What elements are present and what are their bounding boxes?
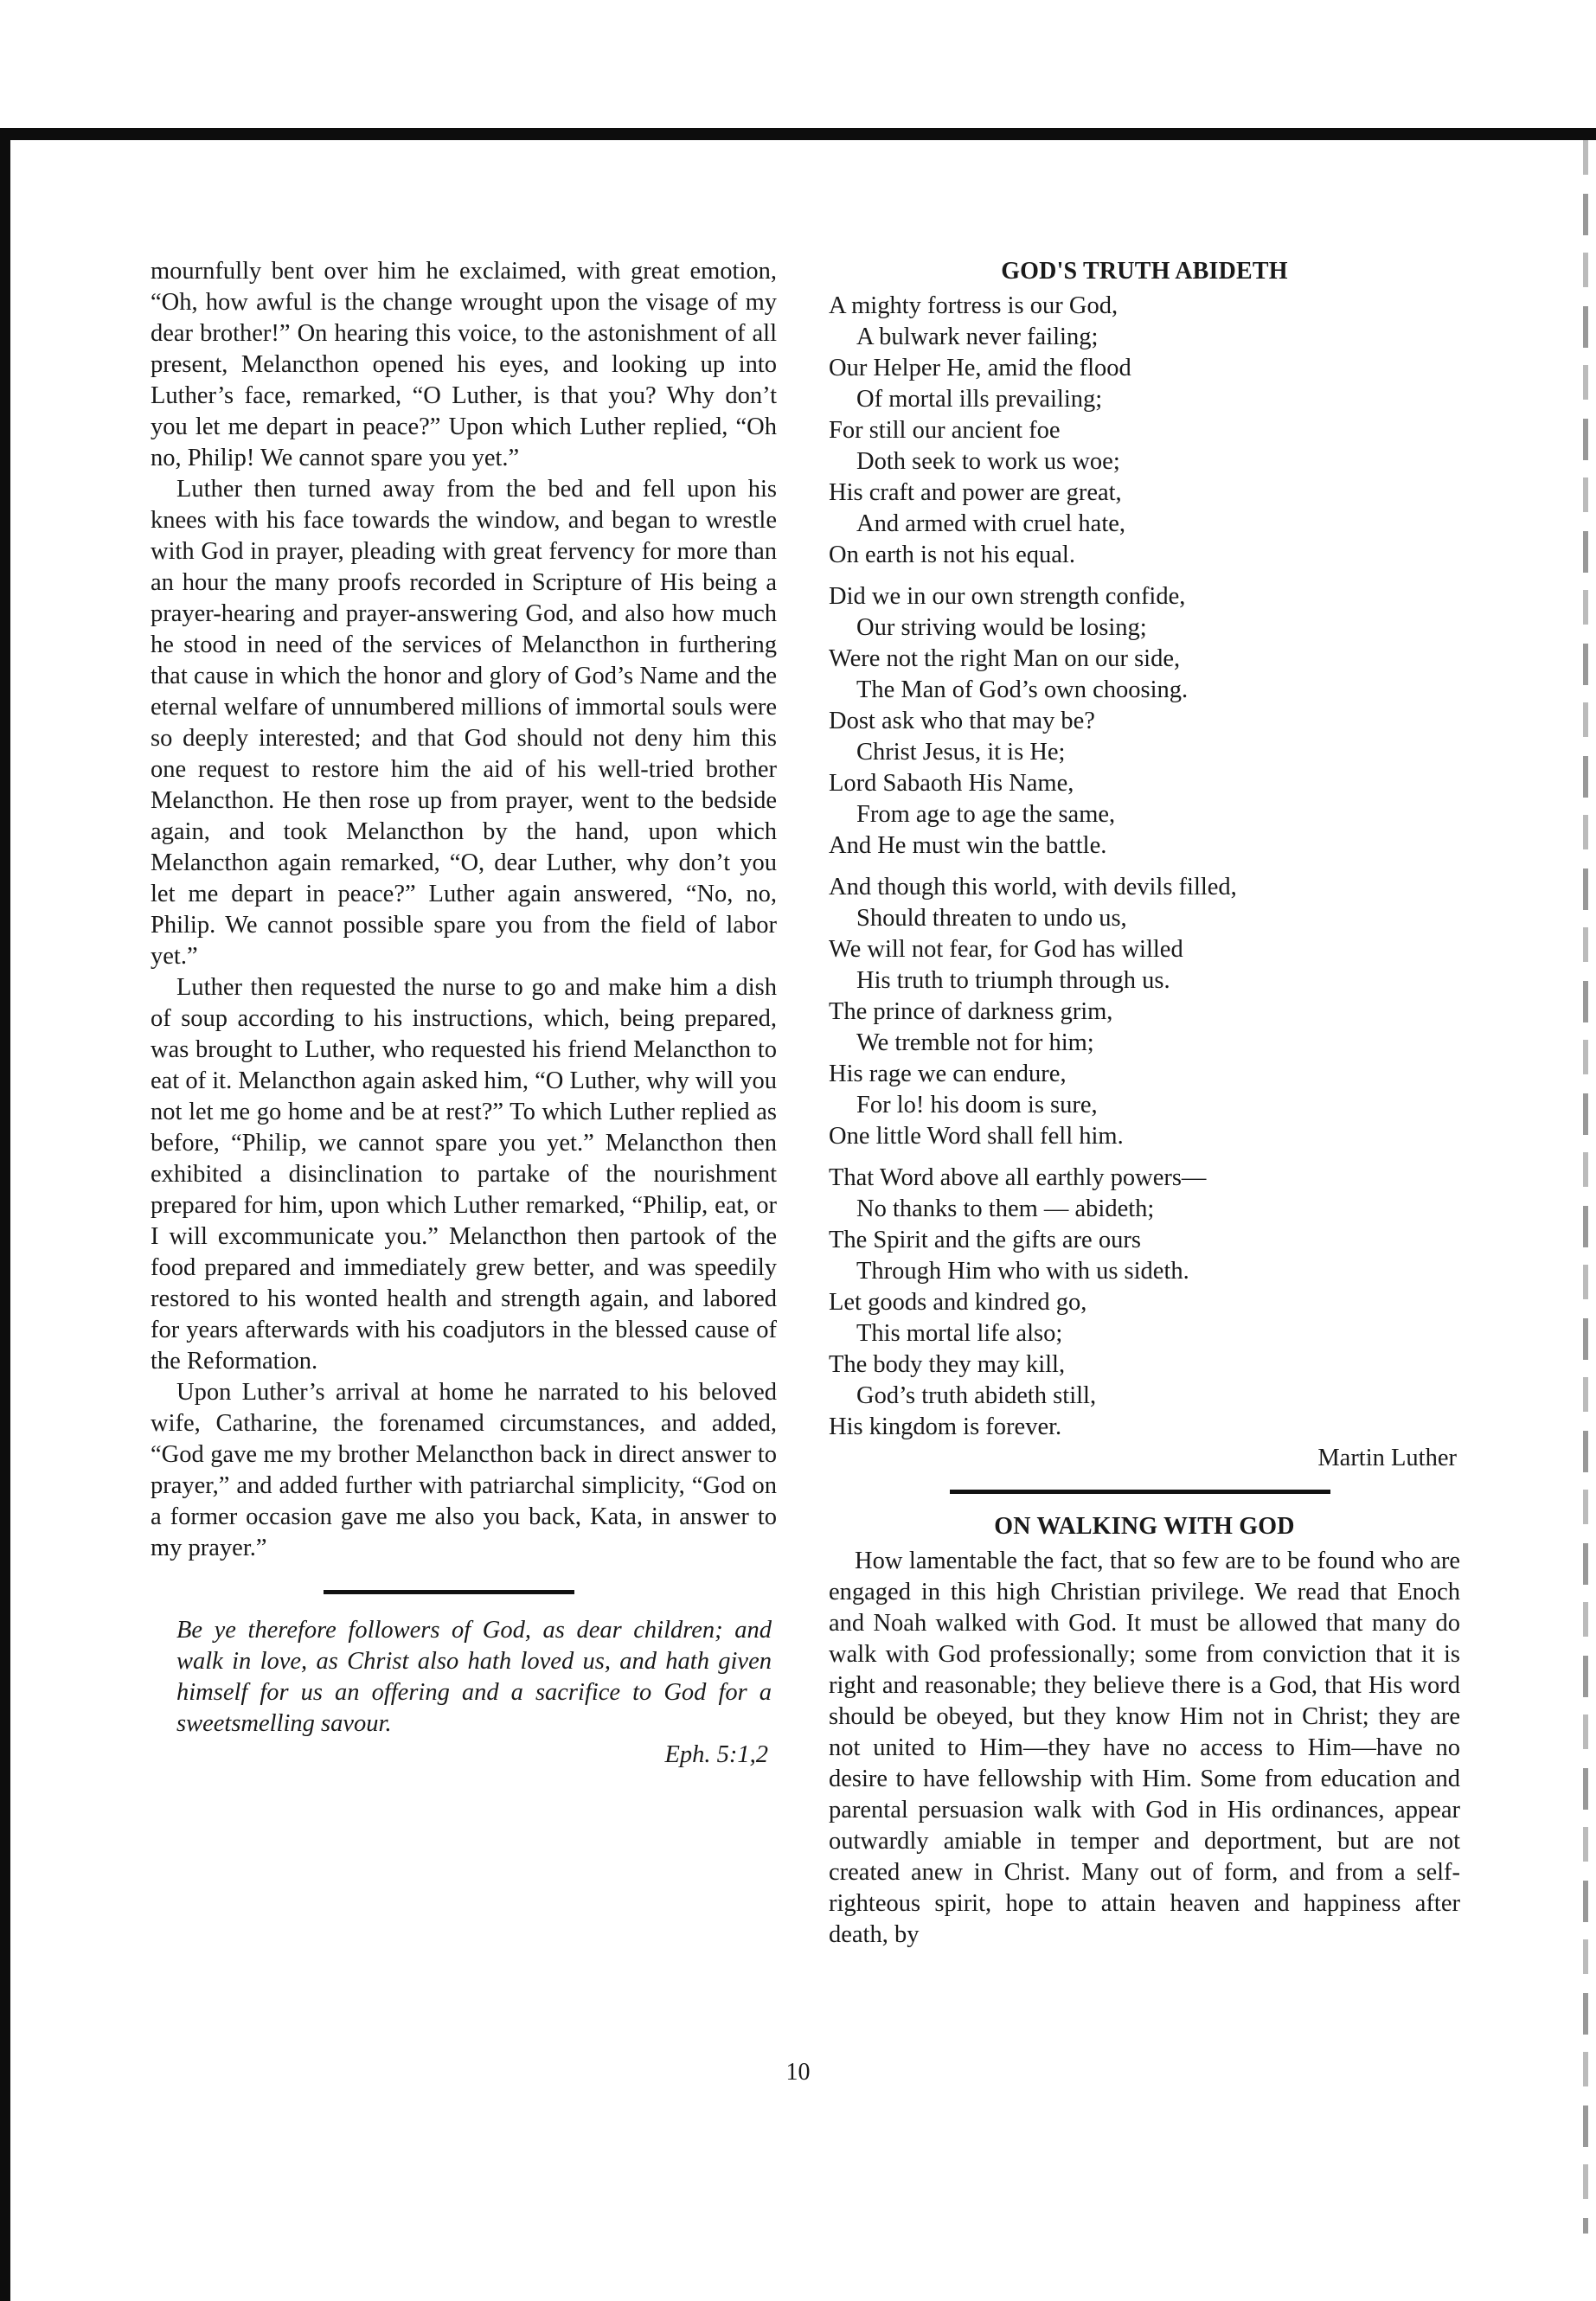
page-edge-top xyxy=(0,128,1596,140)
hymn-line: His rage we can endure, xyxy=(829,1061,1067,1087)
hymn-stanza xyxy=(829,291,1460,571)
page-edge-right xyxy=(1583,140,1588,2234)
section-divider xyxy=(324,1590,574,1594)
page-edge-left xyxy=(0,128,10,2301)
hymn-line: Christ Jesus, it is He; xyxy=(856,739,1066,766)
hymn-line: Our striving would be losing; xyxy=(856,614,1147,641)
page-number: 10 xyxy=(785,2059,811,2086)
hymn-line: And He must win the battle. xyxy=(829,832,1107,859)
article-title: ON WALKING WITH GOD xyxy=(994,1513,1295,1540)
left-column xyxy=(151,256,777,1771)
hymn-line: This mortal life also; xyxy=(856,1320,1063,1347)
paragraph: Luther then requested the nurse to go and make him a dish of soup according to his instructions, which, being prepared, was brought to Luther, who requested his friend Melancthon to eat of it. Melancthon again asked him, “O Luther, why will you not let me go home and be at rest?” To which Luther replied as before, “Philip, we cannot spare you yet.” Melancthon then exhibited a disinclination to partake of the nourishment prepared for him, upon which Luther remarked, “Philip, eat, or I will excommunicate you.” Melancthon then partook of the food prepared and immediately grew better, and was speedily restored to his wonted health and strength again, and labored for years afterwards with his coadjutors in the blessed cause of the Reformation. xyxy=(151,974,777,1375)
hymn-line: Doth seek to work us woe; xyxy=(856,448,1120,475)
hymn-line: And though this world, with devils filled, xyxy=(829,874,1237,901)
hymn-line: Through Him who with us sideth. xyxy=(856,1258,1189,1285)
hymn-author: Martin Luther xyxy=(1317,1445,1457,1471)
hymn-stanza xyxy=(829,872,1460,1152)
hymn-line: Let goods and kindred go, xyxy=(829,1289,1087,1316)
scripture-quote: Be ye therefore followers of God, as dear children; and walk in love, as Christ also hath loved us, and hath given himself for us an offering and a sacrifice to God for a sweetsmelling savour. xyxy=(176,1617,772,1737)
hymn-line: For still our ancient foe xyxy=(829,417,1061,444)
hymn-line: The Man of God’s own choosing. xyxy=(856,676,1189,703)
right-column xyxy=(829,256,1460,1951)
hymn-line: Were not the right Man on our side, xyxy=(829,645,1181,672)
hymn-line: Did we in our own strength confide, xyxy=(829,583,1186,610)
paragraph: Luther then turned away from the bed and fell upon his knees with his face towards the window, and began to wrestle with God in prayer, pleading with great fervency for more than an hour the many proofs recorded in Scripture of His being a prayer-hearing and prayer-answering God, and also how much he stood in need of the services of Melancthon in furthering that cause in which the honor and glory of God’s Name and the eternal welfare of unnumbered millions of immortal souls were so deeply interested; and that God should not deny him this one request to restore him the aid of his well-tried brother Melancthon. He then rose up from prayer, went to the bedside again, and took Melancthon by the hand, upon which Melancthon again remarked, “O, dear Luther, why don’t you let me depart in peace?” Luther again answered, “No, no, Philip. We cannot possible spare you from the field of labor yet.” xyxy=(151,476,777,970)
hymn-line: From age to age the same, xyxy=(856,801,1116,828)
hymn-title: GOD'S TRUTH ABIDETH xyxy=(1001,258,1288,285)
hymn-line: Should threaten to undo us, xyxy=(856,905,1127,932)
hymn-line: Our Helper He, amid the flood xyxy=(829,355,1131,381)
section-divider xyxy=(950,1490,1330,1494)
hymn-line: And armed with cruel hate, xyxy=(856,510,1126,537)
hymn-line: We will not fear, for God has willed xyxy=(829,936,1183,963)
hymn-line: His truth to triumph through us. xyxy=(856,967,1170,994)
hymn-line: Lord Sabaoth His Name, xyxy=(829,770,1074,797)
paragraph: mournfully bent over him he exclaimed, with great emotion, “Oh, how awful is the change wrought upon the visage of my dear brother!” On hearing this voice, to the astonishment of all present, Melancthon opened his eyes, and looking up into Luther’s face, remarked, “O Luther, is that you? Why don’t you let me depart in peace?” Upon which Luther replied, “Oh no, Philip! We cannot spare you yet.” xyxy=(151,258,777,471)
hymn-line: That Word above all earthly powers— xyxy=(829,1164,1207,1191)
scripture-reference: Eph. 5:1,2 xyxy=(664,1741,768,1768)
hymn-line: The body they may kill, xyxy=(829,1351,1066,1378)
hymn-line: His kingdom is forever. xyxy=(829,1413,1062,1440)
hymn-line: His craft and power are great, xyxy=(829,479,1122,506)
hymn-line: No thanks to them — abideth; xyxy=(856,1195,1155,1222)
hymn-line: We tremble not for him; xyxy=(856,1029,1094,1056)
hymn-line: For lo! his doom is sure, xyxy=(856,1092,1098,1118)
hymn-stanza xyxy=(829,581,1460,862)
paragraph: Upon Luther’s arrival at home he narrated to his beloved wife, Catharine, the forenamed circumstances, and added, “God gave me my brother Melancthon back in direct answer to prayer,” and added further with patriarchal simplicity, “God on a former occasion gave me also you back, Kata, in answer to my prayer.” xyxy=(151,1379,777,1561)
hymn-line: The Spirit and the gifts are ours xyxy=(829,1227,1141,1253)
hymn-line: A mighty fortress is our God, xyxy=(829,292,1118,319)
hymn-line: On earth is not his equal. xyxy=(829,542,1075,568)
hymn-line: The prince of darkness grim, xyxy=(829,998,1113,1025)
article-text: How lamentable the fact, that so few are to be found who are engaged in this high Christian privilege. We read that Enoch and Noah walked with God. It must be allowed that many do walk with God professionally; some from conviction that it is right and reasonable; they believe there is a God, that His word should be obeyed, but they know Him not in Christ; they are not united to Him—they have no access to Him—have no desire to have fellowship with Him. Some from education and parental persuasion walk with God in His ordinances, appear outwardly amiable in temper and deportment, but are not created anew in Christ. Many out of form, and from a self-righteous spirit, hope to attain heaven and happiness after death, by xyxy=(829,1548,1460,1948)
hymn-line: One little Word shall fell him. xyxy=(829,1123,1124,1150)
hymn-line: God’s truth abideth still, xyxy=(856,1382,1097,1409)
hymn-line: Of mortal ills prevailing; xyxy=(856,386,1103,413)
hymn-line: A bulwark never failing; xyxy=(856,324,1099,350)
hymn-stanza xyxy=(829,1163,1460,1443)
hymn-line: Dost ask who that may be? xyxy=(829,708,1095,734)
